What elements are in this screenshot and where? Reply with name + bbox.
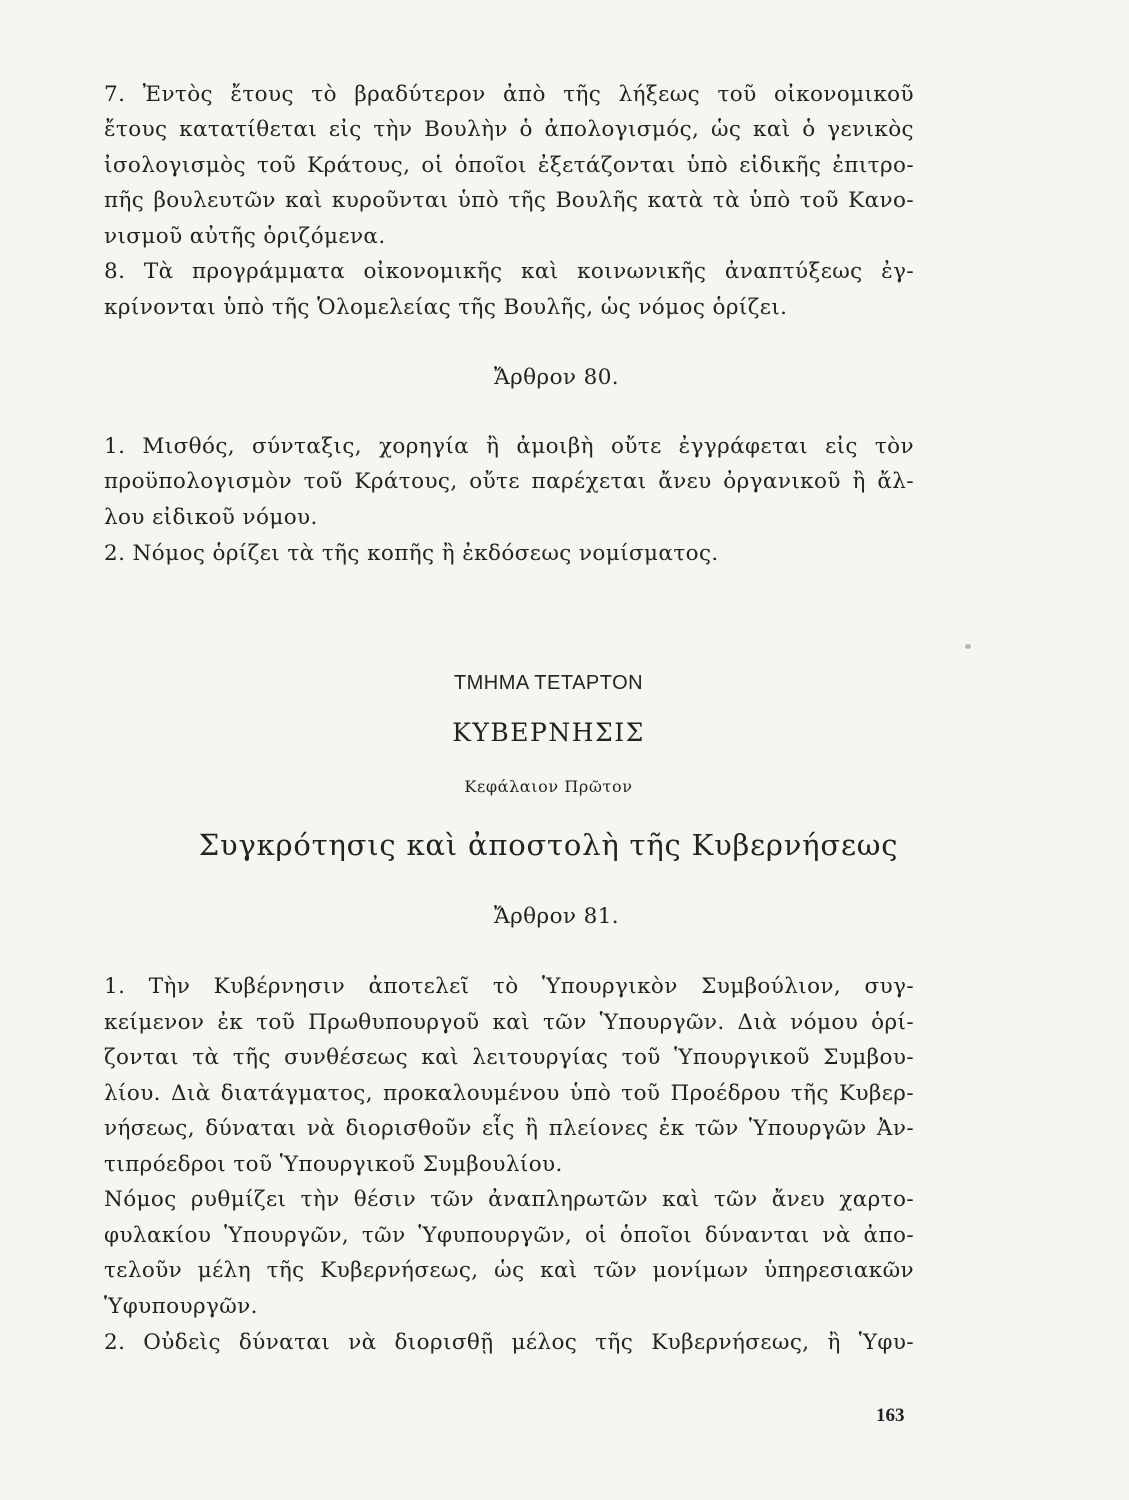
text-line: νισμοῦ αὐτῆς ὁριζόμενα. <box>104 224 386 249</box>
text-line: λου εἰδικοῦ νόμου. <box>104 505 318 530</box>
article-heading: Ἄρθρον 81. <box>493 904 620 929</box>
text-line: προϋπολογισμὸν τοῦ Κράτους, οὔτε παρέχεται ἄνευ ὀργανικοῦ ἢ ἄλ- <box>104 469 914 494</box>
text-line: νήσεως, δύναται νὰ διορισθοῦν εἷς ἢ πλείονες ἐκ τῶν Ὑπουργῶν Ἀν- <box>104 1116 914 1141</box>
chapter-heading: Κεφάλαιον Πρῶτον <box>464 777 633 796</box>
text-line: κείμενον ἐκ τοῦ Πρωθυπουργοῦ καὶ τῶν Ὑπουργῶν. Διὰ νόμου ὁρί- <box>104 1010 914 1035</box>
text-line: φυλακίου Ὑπουργῶν, τῶν Ὑφυπουργῶν, οἱ ὁποῖοι δύνανται νὰ ἀπο- <box>104 1223 914 1248</box>
text-line: ἰσολογισμὸς τοῦ Κράτους, οἱ ὁποῖοι ἐξετάζονται ὑπὸ εἰδικῆς ἐπιτρο- <box>104 153 914 178</box>
text-line: 7. Ἐντὸς ἔτους τὸ βραδύτερον ἀπὸ τῆς λήξεως τοῦ οἰκονομικοῦ <box>104 82 914 107</box>
text-line: Νόμος ρυθμίζει τὴν θέσιν τῶν ἀναπληρωτῶν καὶ τῶν ἄνευ χαρτο- <box>104 1187 914 1212</box>
text-line: κρίνονται ὑπὸ τῆς Ὁλομελείας τῆς Βουλῆς, ὡς νόμος ὁρίζει. <box>104 295 788 320</box>
text-line: λίου. Διὰ διατάγματος, προκαλουμένου ὑπὸ τοῦ Προέδρου τῆς Κυβερ- <box>104 1081 914 1106</box>
section-heading: ΤΜΗΜΑ ΤΕΤΑΡΤΟΝ <box>453 672 644 694</box>
text-line: Ὑφυπουργῶν. <box>104 1294 258 1319</box>
text-line: ζονται τὰ τῆς συνθέσεως καὶ λειτουργίας τοῦ Ὑπουργικοῦ Συμβου- <box>104 1045 914 1070</box>
article-heading: Ἄρθρον 80. <box>493 365 620 390</box>
text-line: 1. Τὴν Κυβέρνησιν ἀποτελεῖ τὸ Ὑπουργικὸν Συμβούλιον, συγ- <box>104 974 914 999</box>
text-line: τιπρόεδροι τοῦ Ὑπουργικοῦ Συμβουλίου. <box>104 1152 563 1177</box>
text-line: ἔτους κατατίθεται εἰς τὴν Βουλὴν ὁ ἀπολογισμός, ὡς καὶ ὁ γενικὸς <box>104 117 914 142</box>
text-line: 8. Τὰ προγράμματα οἰκονομικῆς καὶ κοινωνικῆς ἀναπτύξεως ἐγ- <box>104 259 914 284</box>
text-line: 2. Οὐδεὶς δύναται νὰ διορισθῇ μέλος τῆς Κυβερνήσεως, ἢ Ὑφυ- <box>104 1330 914 1355</box>
part-title: ΚΥΒΕΡΝΗΣΙΣ <box>452 718 645 747</box>
text-line: τελοῦν μέλη τῆς Κυβερνήσεως, ὡς καὶ τῶν μονίμων ὑπηρεσιακῶν <box>104 1258 914 1283</box>
paper-speck <box>965 644 971 649</box>
chapter-title: Συγκρότησις καὶ ἀποστολὴ τῆς Κυβερνήσεως <box>198 828 899 862</box>
text-line: 2. Νόμος ὁρίζει τὰ τῆς κοπῆς ἢ ἐκδόσεως νομίσματος. <box>104 541 719 566</box>
text-line: πῆς βουλευτῶν καὶ κυροῦνται ὑπὸ τῆς Βουλῆς κατὰ τὰ ὑπὸ τοῦ Κανο- <box>104 188 914 213</box>
page-number: 163 <box>876 1405 905 1426</box>
text-line: 1. Μισθός, σύνταξις, χορηγία ἢ ἀμοιβὴ οὔτε ἐγγράφεται εἰς τὸν <box>104 434 914 459</box>
